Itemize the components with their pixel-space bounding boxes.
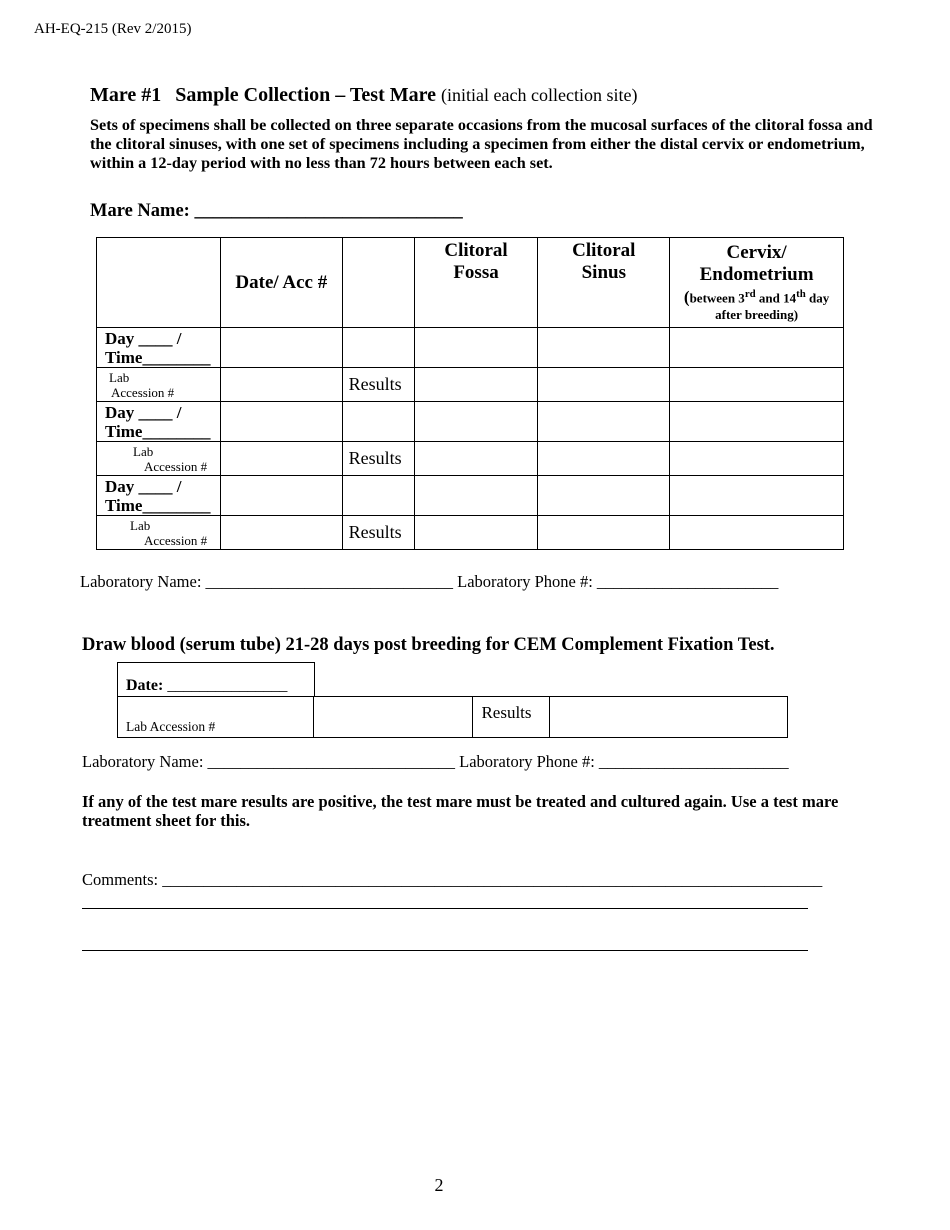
clitoral-sinus-cell[interactable] <box>538 328 670 368</box>
clitoral-sinus-cell[interactable] <box>538 402 670 442</box>
comments-field[interactable] <box>82 870 822 890</box>
table-row <box>97 516 844 550</box>
table-row <box>97 476 844 516</box>
lab-accession-cell[interactable] <box>220 442 342 476</box>
laboratory-line-2 <box>82 752 789 772</box>
blood-date-field[interactable]: Date: _______________ <box>126 677 288 694</box>
results-label: Results <box>342 516 414 550</box>
laboratory-line-1 <box>80 572 778 592</box>
header-cervix-endometrium: Cervix/ Endometrium (between 3rd and 14th day after breeding) <box>670 238 844 328</box>
blank-cell <box>342 402 414 442</box>
day-time-cell[interactable]: Day ____ / Time________ <box>97 402 221 442</box>
results-label: Results <box>342 368 414 402</box>
lab-phone-blank[interactable]: _______________________ <box>598 752 789 771</box>
lab-phone-label: Laboratory Phone #: <box>457 572 593 591</box>
comments-line[interactable] <box>82 950 808 951</box>
lab-phone-label: Laboratory Phone #: <box>459 752 595 771</box>
results-label: Results <box>342 442 414 476</box>
cervix-cell[interactable] <box>670 402 844 442</box>
clitoral-fossa-result[interactable] <box>414 516 538 550</box>
mare-name-label: Mare Name: <box>90 201 190 221</box>
lab-name-label: Laboratory Name: <box>80 572 202 591</box>
blood-draw-heading: Draw blood (serum tube) 21-28 days post breeding for CEM Complement Fixation Test. <box>82 635 775 655</box>
lab-name-label: Laboratory Name: <box>82 752 204 771</box>
lab-name-blank[interactable]: ______________________________ <box>205 572 454 591</box>
header-clitoral-sinus: Clitoral Sinus <box>538 238 670 328</box>
blood-results-label: Results <box>473 697 550 738</box>
blood-results-cell[interactable] <box>550 697 788 738</box>
title-note: (initial each collection site) <box>441 85 638 105</box>
lab-accession-cell[interactable] <box>220 516 342 550</box>
cervix-result[interactable] <box>670 442 844 476</box>
page-number: 2 <box>434 1175 444 1195</box>
mare-name-field[interactable] <box>90 201 463 222</box>
title-heading: Sample Collection – Test Mare <box>175 84 437 106</box>
table-row <box>97 368 844 402</box>
blank-cell <box>342 328 414 368</box>
clitoral-fossa-cell[interactable] <box>414 402 538 442</box>
blank-cell <box>342 476 414 516</box>
clitoral-sinus-cell[interactable] <box>538 476 670 516</box>
lab-accession-label: Lab Accession # <box>97 442 221 476</box>
blood-accession-cell[interactable] <box>313 697 473 738</box>
cervix-result[interactable] <box>670 368 844 402</box>
clitoral-sinus-result[interactable] <box>538 516 670 550</box>
table-row <box>97 402 844 442</box>
blood-date-box[interactable] <box>117 662 315 697</box>
instructions-text: Sets of specimens shall be collected on three separate occasions from the mucosal surfaces of the clitoral fossa and the clitoral sinuses, with one set of specimens including a specimen from either the distal cervix or endometrium, within a 12-day period with no less than 72 hours between each set. <box>90 116 873 172</box>
date-acc-cell[interactable] <box>220 476 342 516</box>
cervix-cell[interactable] <box>670 476 844 516</box>
date-acc-cell[interactable] <box>220 328 342 368</box>
table-row <box>118 697 788 738</box>
clitoral-sinus-result[interactable] <box>538 442 670 476</box>
clitoral-fossa-result[interactable] <box>414 442 538 476</box>
positive-result-note: If any of the test mare results are positive, the test mare must be treated and cultured again. Use a test mare treatment sheet for this. <box>82 792 839 830</box>
blood-lab-accession-label: Lab Accession # <box>118 697 314 738</box>
day-time-cell[interactable]: Day ____ / Time________ <box>97 476 221 516</box>
date-acc-cell[interactable] <box>220 402 342 442</box>
header-clitoral-fossa: Clitoral Fossa <box>414 238 538 328</box>
comments-blank[interactable]: ________________________________________________________________________________ <box>162 870 823 889</box>
page-title <box>90 84 637 107</box>
table-row <box>97 328 844 368</box>
blood-results-table <box>117 696 788 738</box>
cervix-cell[interactable] <box>670 328 844 368</box>
lab-phone-blank[interactable]: ______________________ <box>596 572 779 591</box>
header-blank-cell <box>342 238 414 328</box>
clitoral-sinus-result[interactable] <box>538 368 670 402</box>
lab-accession-label: Lab Accession # <box>97 516 221 550</box>
clitoral-fossa-result[interactable] <box>414 368 538 402</box>
clitoral-fossa-cell[interactable] <box>414 476 538 516</box>
table-row <box>97 442 844 476</box>
cervix-result[interactable] <box>670 516 844 550</box>
comments-label: Comments: <box>82 870 159 889</box>
form-id: AH-EQ-215 (Rev 2/2015) <box>34 21 192 37</box>
lab-name-blank[interactable]: ______________________________ <box>207 752 456 771</box>
comments-line[interactable] <box>82 908 808 909</box>
table-header-row <box>97 238 844 328</box>
lab-accession-cell[interactable] <box>220 368 342 402</box>
sample-collection-table <box>96 237 844 550</box>
day-time-cell[interactable]: Day ____ / Time________ <box>97 328 221 368</box>
lab-accession-label: Lab Accession # <box>97 368 221 402</box>
clitoral-fossa-cell[interactable] <box>414 328 538 368</box>
mare-name-blank[interactable]: _____________________________ <box>194 201 463 221</box>
header-blank-cell <box>97 238 221 328</box>
header-date-acc: Date/ Acc # <box>220 238 342 328</box>
mare-number: Mare #1 <box>90 84 162 106</box>
